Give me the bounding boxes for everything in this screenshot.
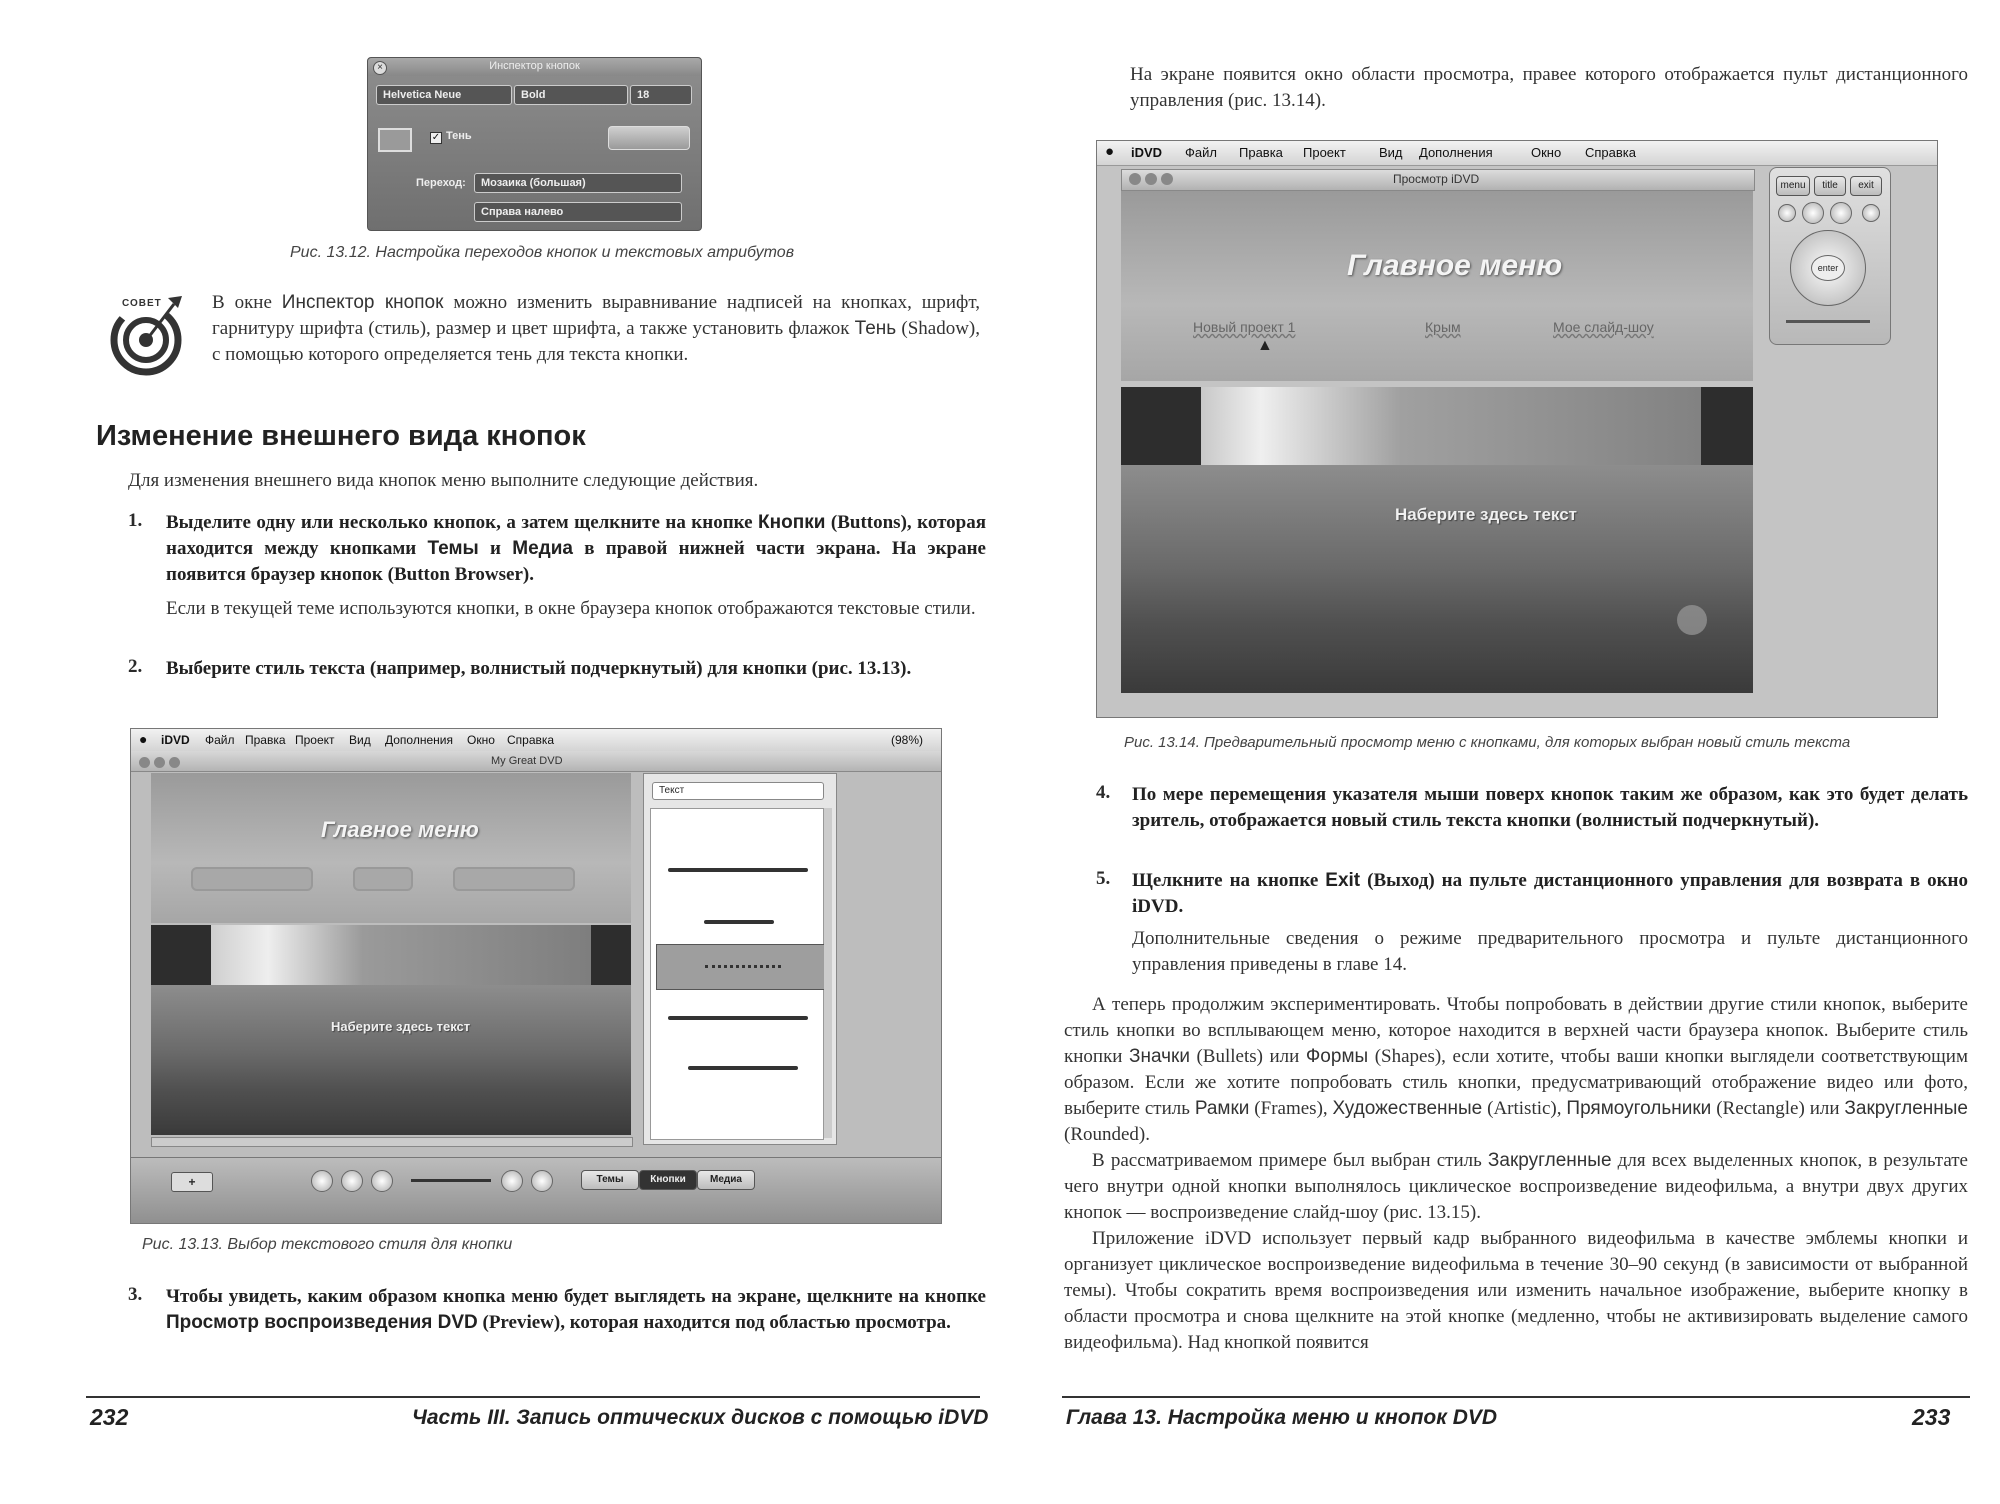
step-1-text: Выделите одну или несколько кнопок, а затем щелкните на кнопке Кнопки (Buttons), которая находится между кнопками Темы и Медиа в правой нижней части экрана. На экране появится браузер кнопок (Button Browser). bbox=[166, 512, 987, 585]
tab-themes[interactable]: Темы bbox=[581, 1170, 639, 1190]
apple-icon: ● bbox=[139, 731, 148, 747]
font-select[interactable]: Helvetica Neue bbox=[376, 85, 512, 105]
page-number-right: 233 bbox=[1912, 1404, 1951, 1430]
style-select[interactable]: Bold bbox=[514, 85, 628, 105]
button-browser-panel bbox=[643, 773, 837, 1145]
figure-caption-13-13: Рис. 13.13. Выбор текстового стиля для кнопки bbox=[142, 1236, 513, 1253]
preview-button-new-project[interactable]: Новый проект 1 bbox=[1193, 319, 1296, 335]
transition-select[interactable]: Мозаика (большая) bbox=[474, 173, 682, 193]
mac-menu-bar bbox=[131, 729, 941, 752]
menu-window[interactable]: Окно bbox=[467, 733, 495, 747]
preview-sky-2 bbox=[1121, 191, 1753, 381]
size-select[interactable]: 18 bbox=[630, 85, 692, 105]
text-style-long[interactable] bbox=[668, 1016, 808, 1020]
remote-stop-icon[interactable] bbox=[1830, 202, 1852, 224]
right-page bbox=[1000, 0, 2000, 1504]
footer-title-left: Часть III. Запись оптических дисков с помощью iDVD bbox=[412, 1406, 989, 1429]
menu-idvd[interactable]: iDVD bbox=[161, 733, 190, 747]
remote-title-button[interactable]: title bbox=[1814, 176, 1846, 196]
add-button[interactable]: + bbox=[171, 1172, 213, 1192]
intro-text: Для изменения внешнего вида кнопок меню выполните следующие действия. bbox=[128, 470, 759, 491]
remote-pause-icon[interactable] bbox=[1802, 202, 1824, 224]
apple-watermark-icon bbox=[1677, 605, 1707, 635]
intro-paragraph: На экране появится окно области просмотра, правее которого отображается пульт дистанционного управления (рис. 13.14). bbox=[1130, 64, 1968, 111]
step-3-number: 3. bbox=[128, 1284, 143, 1305]
window-title: My Great DVD bbox=[491, 755, 563, 767]
remote-next-icon[interactable] bbox=[1862, 204, 1880, 222]
menu-project-2[interactable]: Проект bbox=[1303, 145, 1346, 160]
mouse-cursor-icon: ▲ bbox=[1257, 337, 1273, 354]
burn-disc-icon[interactable] bbox=[531, 1170, 553, 1192]
tab-media[interactable]: Медиа bbox=[697, 1170, 755, 1190]
step-1-note: Если в текущей теме используются кнопки, в окне браузера кнопок отображаются текстовые стили. bbox=[166, 598, 976, 619]
battery-status: (98%) bbox=[891, 733, 924, 747]
preview-button-3[interactable] bbox=[453, 867, 575, 891]
volume-slider[interactable] bbox=[411, 1179, 491, 1182]
menu-edit-2[interactable]: Правка bbox=[1239, 145, 1283, 160]
loop-icon[interactable] bbox=[341, 1170, 363, 1192]
direction-select[interactable]: Справа налево bbox=[474, 202, 682, 222]
figure-idvd-button-browser bbox=[130, 728, 942, 1224]
remote-menu-button[interactable]: menu bbox=[1776, 176, 1810, 196]
preview-overlay-text-2[interactable]: Наберите здесь текст bbox=[1395, 505, 1577, 524]
remote-dpad[interactable] bbox=[1790, 230, 1866, 306]
remote-volume-slider[interactable] bbox=[1786, 320, 1870, 323]
preview-menu-title: Главное меню bbox=[321, 817, 479, 842]
remote-prev-icon[interactable] bbox=[1778, 204, 1796, 222]
tab-buttons[interactable]: Кнопки bbox=[639, 1170, 697, 1190]
menu-file-2[interactable]: Файл bbox=[1185, 145, 1217, 160]
step-1-number: 1. bbox=[128, 510, 143, 531]
menu-view[interactable]: Вид bbox=[349, 733, 371, 747]
footer-title-right: Глава 13. Настройка меню и кнопок DVD bbox=[1066, 1406, 1498, 1429]
burn-icon[interactable] bbox=[371, 1170, 393, 1192]
tip-text: В окне Инспектор кнопок можно изменить выравнивание надписей на кнопках, шрифт, гарнитуру шрифта (стиль), размер и цвет шрифта, а также установить флажок Тень (Shadow), с помощью которого определяется тень для текста кнопки. bbox=[212, 292, 980, 365]
remote-control bbox=[1769, 167, 1891, 345]
menu-idvd-2[interactable]: iDVD bbox=[1131, 145, 1163, 160]
preview-overlay-text[interactable]: Наберите здесь текст bbox=[331, 1019, 471, 1034]
menu-edit[interactable]: Правка bbox=[245, 733, 286, 747]
section-heading: Изменение внешнего вида кнопок bbox=[96, 420, 586, 452]
text-style-wavy-selected[interactable] bbox=[656, 944, 828, 990]
step-3-text: Чтобы увидеть, каким образом кнопка меню будет выглядеть на экране, щелкните на кнопке Просмотр воспроизведения DVD (Preview), которая находится под областью просмотра. bbox=[166, 1286, 986, 1333]
preview-sea bbox=[151, 985, 631, 1135]
inspector-title: Инспектор кнопок bbox=[489, 60, 580, 72]
color-swatch[interactable] bbox=[378, 128, 412, 152]
traffic-lights[interactable] bbox=[139, 755, 180, 773]
text-style-solid[interactable] bbox=[668, 868, 808, 872]
tip-target-icon bbox=[108, 294, 186, 378]
menu-extras[interactable]: Дополнения bbox=[385, 733, 453, 747]
preview-button-2[interactable] bbox=[353, 867, 413, 891]
step-5-note: Дополнительные сведения о режиме предварительного просмотра и пульте дистанционного управления приведены в главе 14. bbox=[1132, 928, 1968, 975]
menu-help-2[interactable]: Справка bbox=[1585, 145, 1636, 160]
bottom-toolbar bbox=[131, 1157, 941, 1224]
style-dropdown[interactable]: Текст bbox=[652, 782, 824, 800]
tip-badge: СОВЕТ bbox=[122, 298, 162, 309]
text-style-thin[interactable] bbox=[688, 1066, 798, 1070]
remote-enter-button[interactable]: enter bbox=[1811, 255, 1845, 281]
step-2-number: 2. bbox=[128, 656, 143, 677]
step-5-number: 5. bbox=[1096, 868, 1111, 889]
step-4-text: По мере перемещения указателя мыши поверх кнопок таким же образом, как это будет делать зритель, отображается новый стиль текста кнопки (волнистый подчеркнутый). bbox=[1132, 784, 1968, 831]
menu-window-2[interactable]: Окно bbox=[1531, 145, 1562, 160]
paragraph-video-loop: Приложение iDVD использует первый кадр выбранного видеофильма в качестве эмблемы кнопки и организует циклическое воспроизведение видеофильма в течение 30–90 секунд (в зависимости от выбранной темы). Чтобы сократить время воспроизведения или изменить начальное изображение, выберите кнопку в области просмотра и снова щелкните на этой кнопке (медленно, чтобы не активизировать выделение самого видеофильма). Над кнопкой появится bbox=[1064, 1228, 1968, 1353]
step-2-text: Выберите стиль текста (например, волнистый подчеркнутый) для кнопки (рис. 13.13). bbox=[166, 658, 912, 679]
traffic-lights-2[interactable] bbox=[1129, 172, 1173, 190]
paragraph-rounded-example: В рассматриваемом примере был выбран стиль Закругленные для всех выделенных кнопок, в результате чего внутри одной кнопки выполнялось циклическое воспроизведение видеофильма, а внутри двух других кнопок — воспроизведение слайд-шоу (рис. 13.15). bbox=[1064, 1150, 1968, 1223]
step-5-text: Щелкните на кнопке Exit (Выход) на пульте дистанционного управления для возврата в окно iDVD. bbox=[1132, 870, 1968, 917]
remote-exit-button[interactable]: exit bbox=[1850, 176, 1882, 196]
text-style-short[interactable] bbox=[704, 920, 774, 924]
alignment-control[interactable] bbox=[608, 126, 690, 150]
preview-window-title: Просмотр iDVD bbox=[1393, 172, 1480, 186]
preview-menu-title-2: Главное меню bbox=[1347, 249, 1563, 282]
menu-help[interactable]: Справка bbox=[507, 733, 555, 747]
paragraph-button-styles: А теперь продолжим экспериментировать. Чтобы попробовать в действии другие стили кнопок, выберите стиль кнопки во всплывающем меню, которое находится в верхней части браузера кнопок. Выберите стиль кнопки Значки (Bullets) или Формы (Shapes), если хотите, чтобы ваши кнопки выглядели соответствующим образом. Если же хотите попробовать стиль кнопки, предусматривающий отображение видео или фото, выберите стиль Рамки (Frames), Художественные (Artistic), Прямоугольники (Rectangle) или Закругленные (Rounded). bbox=[1064, 994, 1968, 1145]
menu-project[interactable]: Проект bbox=[295, 733, 335, 747]
menu-view-2[interactable]: Вид bbox=[1379, 145, 1403, 160]
page-number-left: 232 bbox=[90, 1404, 129, 1430]
preview-button-slideshow[interactable]: Мое слайд-шоу bbox=[1553, 319, 1654, 335]
inspector-close-icon[interactable]: × bbox=[373, 61, 387, 75]
preview-play-icon[interactable] bbox=[501, 1170, 523, 1192]
browser-scrollbar[interactable] bbox=[824, 808, 832, 1138]
apple-icon-2: ● bbox=[1105, 143, 1115, 160]
shadow-checkbox-icon[interactable]: ✓ bbox=[431, 132, 441, 143]
figure-caption-13-12: Рис. 13.12. Настройка переходов кнопок и текстовых атрибутов bbox=[290, 244, 795, 261]
preview-button-1[interactable] bbox=[191, 867, 313, 891]
step-4-number: 4. bbox=[1096, 782, 1111, 803]
preview-sky bbox=[151, 773, 631, 923]
menu-extras-2[interactable]: Дополнения bbox=[1419, 145, 1493, 160]
preview-sea-2 bbox=[1121, 465, 1753, 693]
transition-label: Переход: bbox=[416, 177, 466, 189]
mac-menu-bar-2 bbox=[1097, 141, 1937, 166]
map-icon[interactable] bbox=[311, 1170, 333, 1192]
preview-button-crimea[interactable]: Крым bbox=[1425, 319, 1461, 335]
menu-file[interactable]: Файл bbox=[205, 733, 235, 747]
figure-caption-13-14: Рис. 13.14. Предварительный просмотр меню с кнопками, для которых выбран новый стиль текста bbox=[1124, 734, 1851, 751]
shadow-label: Тень bbox=[446, 130, 472, 142]
figure-idvd-preview bbox=[1096, 140, 1938, 718]
figure-button-inspector bbox=[367, 57, 702, 231]
